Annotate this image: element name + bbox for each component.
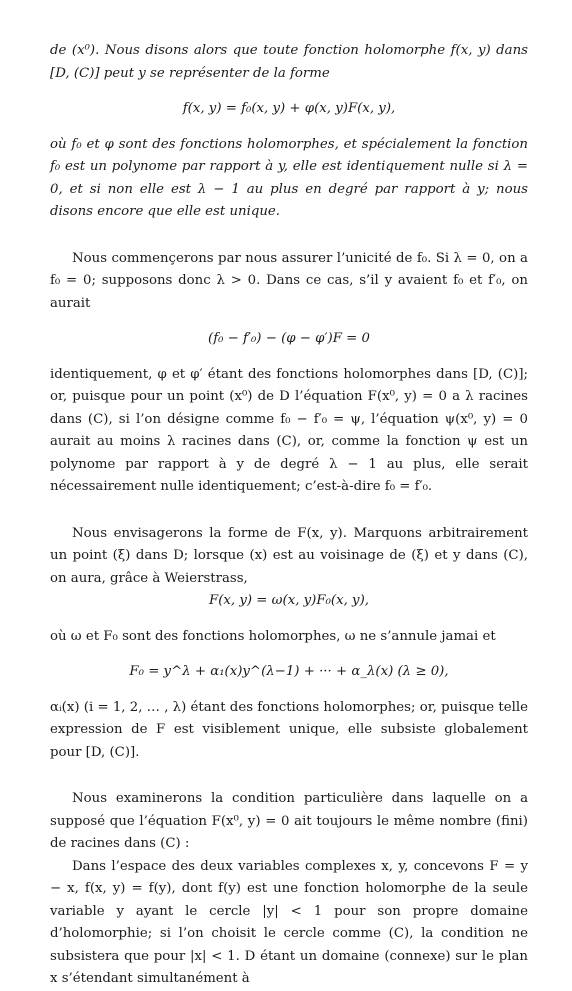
paragraph-theorem-conditions: où f₀ et φ sont des fonctions holomorphes, et spécialement la fonction f₀ est un polynome par rapport à y, elle est identiquement nulle si λ = 0, et si non elle est λ − 1 au plus en degré par rapport à y; nous disons encore que elle est unique. xyxy=(50,136,528,219)
equation-decomposition: f(x, y) = f₀(x, y) + φ(x, y)F(x, y), xyxy=(182,101,396,116)
paragraph-form-of-F: Nous envisagerons la forme de F(x, y). Marquons arbitrairement un point (ξ) dans D; lorsque (x) est au voisinage de (ξ) et y dans (C), on aura, grâce à Weierstrass, xyxy=(50,525,528,586)
paragraph-condition: Nous examinerons la condition particulière dans laquelle on a supposé que l’équation F(x⁰, y) = 0 ait toujours le même nombre (fini) de racines dans (C) : xyxy=(50,791,528,851)
paragraph-omega: où ω et F₀ sont des fonctions holomorphes, ω ne s’annule jamai et xyxy=(50,628,496,644)
paragraph-alpha: αᵢ(x) (i = 1, 2, … , λ) étant des fonctions holomorphes; or, puisque telle expression de F est visiblement unique, elle subsiste globalement pour [D, (C)]. xyxy=(50,699,528,760)
paragraph-example: Dans l’espace des deux variables complexes x, y, concevons F = y − x, f(x, y) = f(y), dont f(y) est une fonction holomorphe de la seule variable y ayant le cercle |y| < 1 pour son propre domaine d’holomorphie; si l’on choisit le cercle comme (C), la condition ne subsistera que pour |x| < 1. D étant un domaine (connexe) sur le plan x s’étendant simultanément à xyxy=(50,858,528,986)
equation-difference: (f₀ − f′₀) − (φ − φ′)F = 0 xyxy=(208,331,370,346)
equation-weierstrass: F(x, y) = ω(x, y)F₀(x, y), xyxy=(209,593,369,608)
paragraph-uniqueness-proof: identiquement, φ et φ′ étant des fonctions holomorphes dans [D, (C)]; or, puisque pour un point (x⁰) de D l’équation F(x⁰, y) = 0 a λ racines dans (C), si l’on désigne comme f₀ − f′₀ = ψ, l’équation ψ(x⁰, y) = 0 aurait au moins λ racines dans (C), or, comme la fonction ψ est un polynome par rapport à y de degré λ − 1 au plus, elle serait nécessairement nulle identiquement; c’est-à-dire f₀ = f′₀. xyxy=(50,366,528,494)
paragraph-theorem-end: de (x⁰). Nous disons alors que toute fonction holomorphe f(x, y) dans [D, (C)] peut y se représenter de la forme xyxy=(50,43,528,81)
equation-polynomial: F₀ = y^λ + α₁(x)y^(λ−1) + ··· + α_λ(x) (λ ≥ 0), xyxy=(129,664,449,679)
paragraph-uniqueness: Nous commençerons par nous assurer l’unicité de f₀. Si λ = 0, on a f₀ = 0; supposons donc λ > 0. Dans ce cas, s’il y avaient f₀ et f′₀, on aurait xyxy=(50,250,528,311)
